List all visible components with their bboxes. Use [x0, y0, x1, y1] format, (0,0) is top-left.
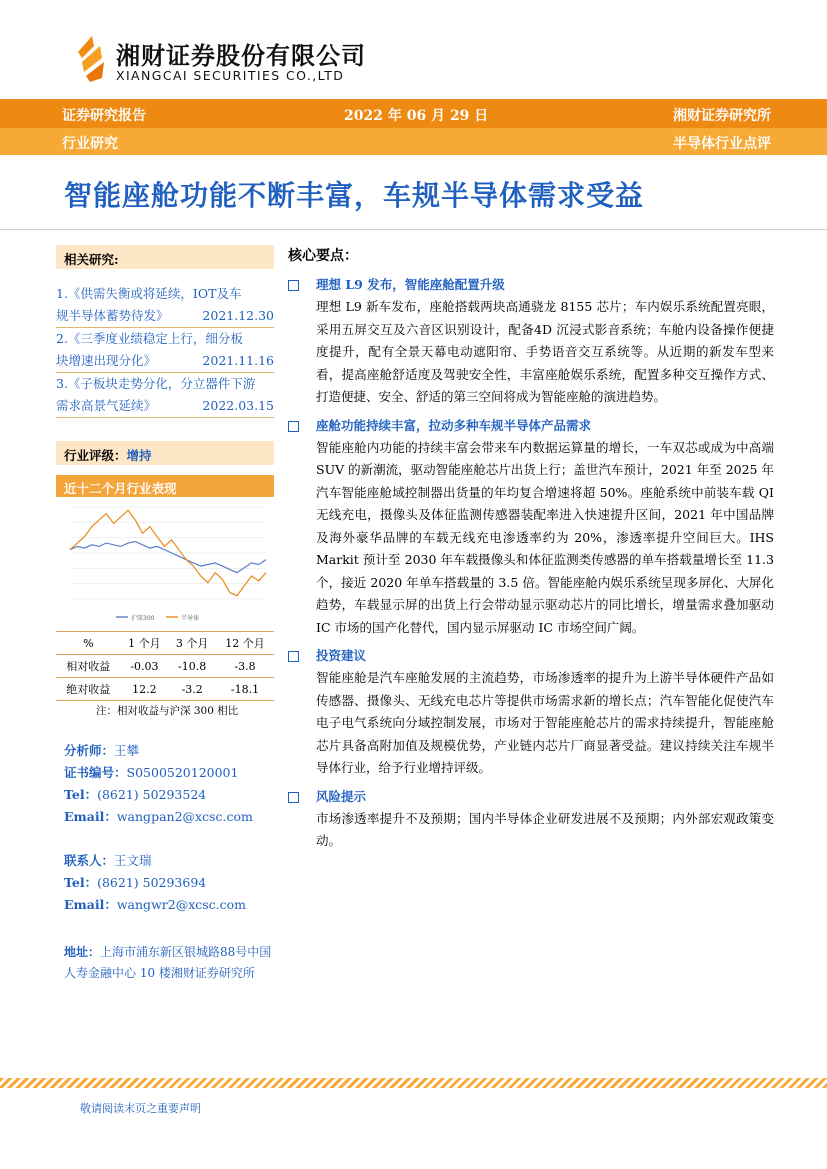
analyst-email-label: Email： [64, 809, 117, 824]
row-label: 相对收益 [66, 660, 111, 673]
header-cell: 3 个月 [175, 637, 209, 650]
core-point [288, 645, 774, 780]
analyst-email[interactable]: wangpan2@xcsc.com [116, 809, 253, 824]
checkbox-square-icon [288, 280, 299, 291]
analyst-cert: S0500520120001 [126, 765, 239, 780]
core-point [288, 415, 774, 640]
address [64, 942, 276, 984]
core-point-title: 理想 L9 发布，智能座舱配置升级 [316, 277, 505, 292]
checkbox-square-icon [288, 792, 299, 803]
logo-mark-icon [72, 32, 108, 84]
core-point-body: 智能座舱是汽车座舱发展的主流趋势，市场渗透率的提升为上游半导体硬件产品如传感器、摄像头、无线充电芯片等提供市场需求新的增长点；汽车智能化促使汽车电子电气系统向分域控制发展，市场对于智能座舱芯片的需求持续提升，智能座舱芯片具备高附加值及规模优势，产业链内芯片厂商显著受益。建议持续关注车规半导体行业，给予行业增持评级。 [316, 670, 774, 775]
core-point [288, 274, 774, 409]
related-research-item[interactable] [56, 283, 274, 328]
company-logo [72, 32, 392, 88]
header-band-bottom [0, 128, 827, 155]
checkbox-square-icon [288, 651, 299, 662]
cell: -10.8 [178, 659, 207, 673]
analyst-cert-label: 证书编号： [64, 765, 127, 780]
core-point-title: 座舱功能持续丰富，拉动多种车规半导体产品需求 [316, 417, 592, 433]
core-point [288, 786, 774, 853]
related-date: 2021.12.30 [202, 308, 274, 323]
analyst-name: 王攀 [114, 743, 140, 758]
report-type: 证券研究报告 [62, 108, 146, 124]
contact-tel: (8621) 50293694 [97, 875, 207, 890]
report-date: 2022 年 06 月 29 日 [344, 108, 489, 124]
left-sidebar [56, 245, 274, 980]
related-research-heading: 相关研究: [56, 245, 274, 269]
address-text: 上海市浦东新区银城路88号中国人寿金融中心 10 楼湘财证券研究所 [64, 945, 272, 980]
logo-company-name-en: XIANGCAI SECURITIES CO.,LTD [116, 68, 345, 83]
related-title-line1: 1.《供需失衡或将延续，IOT及车 [56, 286, 242, 301]
related-research-list [56, 283, 274, 418]
analyst-name-label: 分析师： [64, 743, 115, 758]
analyst-tel: (8621) 50293524 [97, 787, 207, 802]
performance-table-header [56, 632, 274, 655]
report-subcategory: 半导体行业点评 [673, 136, 771, 152]
logo-company-name-cn: 湘财证券股份有限公司 [116, 42, 366, 70]
cell: 12.2 [132, 682, 157, 696]
research-category: 行业研究 [62, 136, 118, 152]
related-research-item[interactable] [56, 373, 274, 418]
performance-line-chart [56, 499, 274, 627]
checkbox-square-icon [288, 421, 299, 432]
contact-tel-label: Tel： [64, 875, 98, 890]
header-band-top [0, 99, 827, 128]
analyst-info [64, 740, 253, 828]
rating-label: 行业评级： [64, 448, 127, 463]
header-cell: 12 个月 [225, 637, 265, 650]
header-cell: % [83, 636, 94, 650]
related-title-line2: 规半导体蓄势待发》 [56, 308, 169, 323]
cell: -3.8 [234, 659, 256, 673]
research-institute: 湘财证券研究所 [673, 108, 771, 124]
contact-name: 王文瑞 [114, 853, 152, 868]
chart-legend-label: 半导体 [181, 615, 200, 622]
related-title-line2: 需求高景气延续》 [56, 398, 157, 413]
related-date: 2022.03.15 [202, 398, 274, 413]
performance-heading: 近十二个月行业表现 [56, 475, 274, 497]
contact-email[interactable]: wangwr2@xcsc.com [116, 897, 247, 912]
related-title-line2: 块增速出现分化》 [56, 353, 157, 368]
cell: -18.1 [230, 682, 260, 696]
contact-email-label: Email： [64, 897, 117, 912]
disclaimer-notice[interactable]: 敬请阅读末页之重要声明 [80, 1102, 201, 1115]
core-point-title: 风险提示 [316, 788, 367, 804]
rating-value: 增持 [126, 448, 152, 463]
core-point-title: 投资建议 [316, 648, 367, 663]
core-point-body: 理想 L9 新车发布，座舱搭载两块高通骁龙 8155 芯片；车内娱乐系统配置亮眼，采用五屏交互及六音区识别设计，配备4D 沉浸式影音系统；车舱内设备操作便捷度提升，配有全景天幕电动遮阳帘、手势语音交互系统等。从近期的新发车型来看，提高座舱舒适度及驾驶安全性，丰富座舱娱乐系统，配置多种交互操作方式、打造便捷、安全、舒适的第三空间将成为智能座舱的演进趋势。 [316, 299, 774, 404]
row-label: 绝对收益 [66, 683, 111, 696]
table-row [56, 678, 274, 701]
cell: -0.03 [130, 659, 159, 673]
contact-person-info [64, 850, 253, 916]
performance-table [56, 631, 274, 701]
related-date: 2021.11.16 [202, 353, 274, 368]
chart-legend-label: 沪深300 [131, 615, 155, 622]
chart-series-line [70, 542, 266, 573]
core-point-body: 市场渗透率提升不及预期；国内半导体企业研发进展不及预期；内外部宏观政策变动。 [316, 810, 774, 848]
table-row [56, 655, 274, 678]
contact-name-label: 联系人： [64, 853, 115, 868]
core-points-heading: 核心要点： [288, 248, 358, 264]
cell: -3.2 [181, 682, 203, 696]
related-title-line1: 2.《三季度业绩稳定上行，细分板 [56, 331, 243, 346]
main-content [288, 245, 774, 859]
related-title-line1: 3.《子板块走势分化，分立器件下游 [56, 376, 256, 391]
footer-stripe [0, 1078, 827, 1088]
industry-rating [56, 441, 274, 465]
contact-block [64, 740, 253, 938]
core-point-body: 智能座舱内功能的持续丰富会带来车内数据运算量的增长，一车双芯或成为中高端SUV 的新潮流，驱动智能座舱芯片出货上行；盖世汽车预计，2021 年至 2025 年汽车智能座舱域控制器出货量的年均复合增速将超 50%。座舱系统中前装车载 QI 无线充电，摄像头及体征监测传感器装配率进入快速提升区间，2021 年中国品牌及海外豪华品牌的车载无线充电渗透率约为 20%，渗透率提升空间巨大。IHS Markit 预计至 2030 年车载摄像头和体征监测类传感器的单车搭载量增长至 11.3 个，接近 2020 年单车搭载量的 3.5 倍。智能座舱内娱乐系统呈现多屏化、大屏化趋势，车载显示屏的出货上行会带动显示驱动芯片的同比增长，增量需求叠加驱动 IC 市场的国产化替代，国内显示屏驱动 IC 市场空间广阔。 [316, 439, 774, 635]
performance-note: 注：相对收益与沪深 300 相比 [96, 705, 239, 717]
header-cell: 1 个月 [128, 637, 161, 650]
analyst-tel-label: Tel： [64, 787, 98, 802]
related-research-item[interactable] [56, 328, 274, 373]
title-divider [0, 229, 827, 230]
report-title: 智能座舱功能不断丰富，车规半导体需求受益 [64, 179, 645, 212]
address-label: 地址： [64, 945, 101, 959]
